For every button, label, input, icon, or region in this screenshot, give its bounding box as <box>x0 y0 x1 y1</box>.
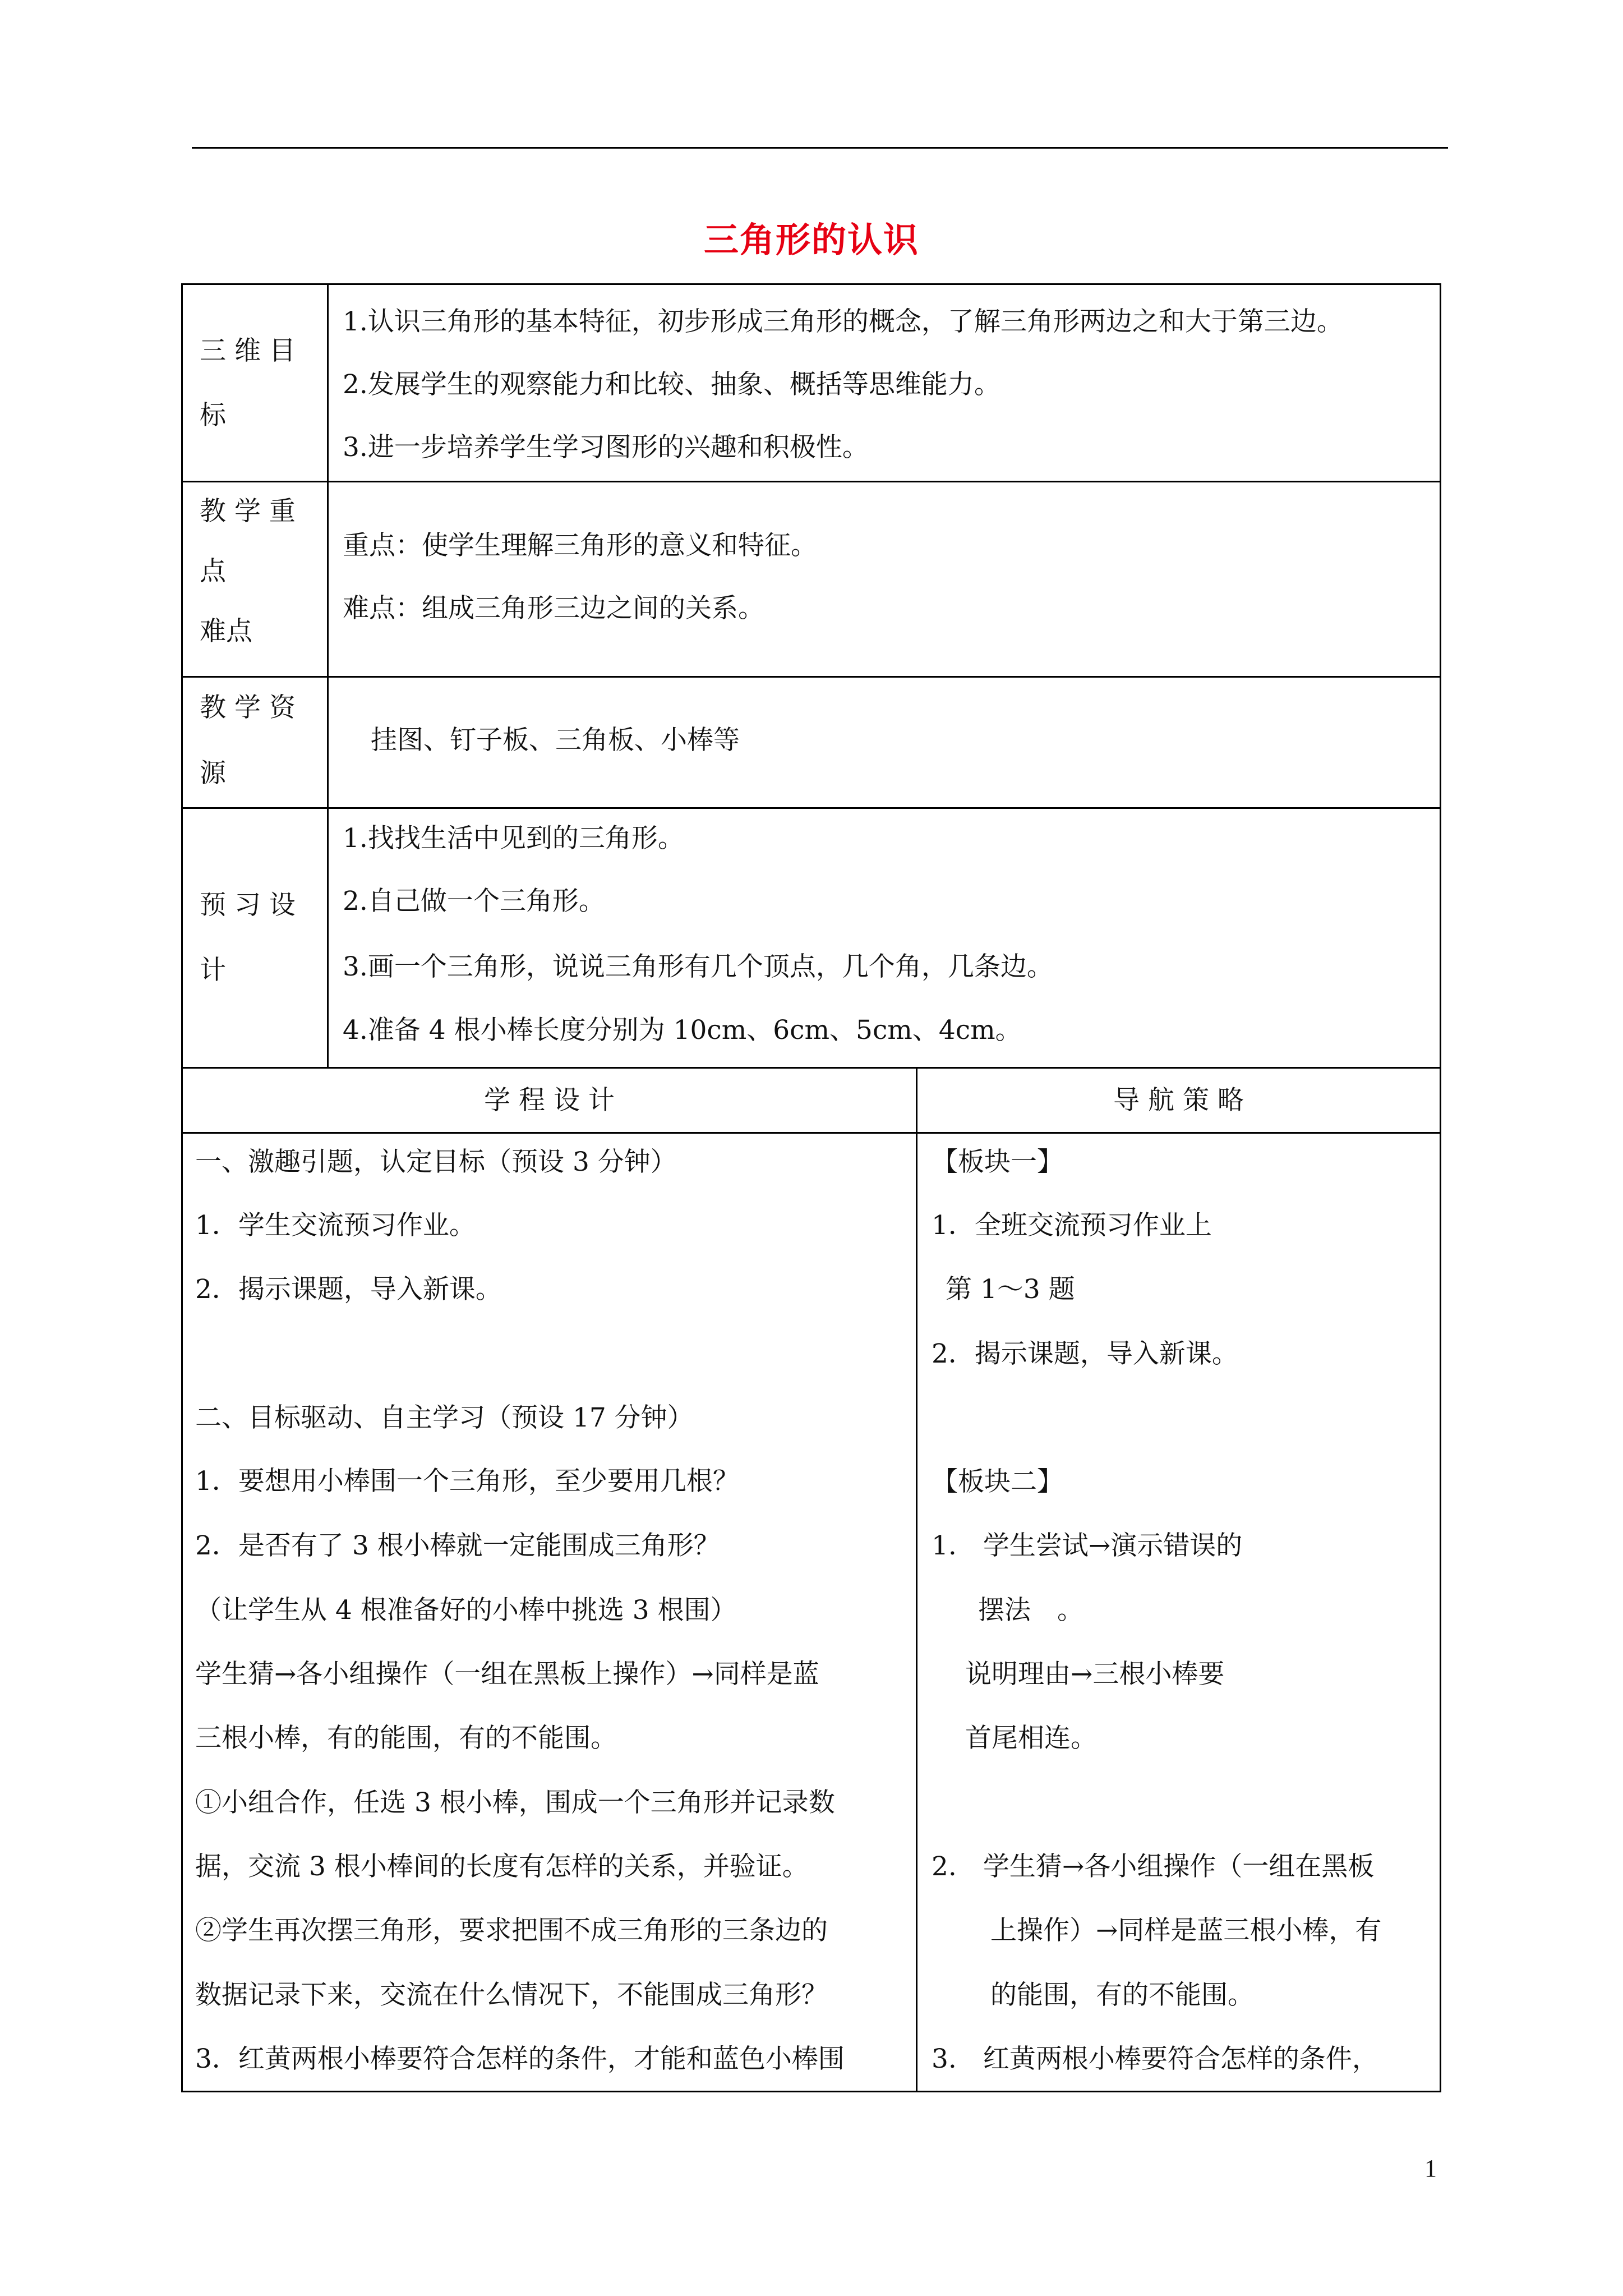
strategy-line: 1．全班交流预习作业上 <box>932 1210 1212 1241</box>
learning-process-header: 学 程 设 计 <box>484 1085 615 1116</box>
key-point-line: 难点：组成三角形三边之间的关系。 <box>343 593 764 624</box>
process-line: 据，交流 3 根小棒间的长度有怎样的关系，并验证。 <box>195 1851 809 1882</box>
navigation-strategy-header: 导 航 策 略 <box>1113 1085 1244 1116</box>
process-line: 三根小棒，有的能围，有的不能围。 <box>195 1723 617 1754</box>
strategy-line: 首尾相连。 <box>965 1723 1097 1754</box>
row-label: 难点 <box>200 616 252 647</box>
objective-line: 1.认识三角形的基本特征，初步形成三角形的概念，了解三角形两边之和大于第三边。 <box>343 306 1343 337</box>
key-point-line: 重点：使学生理解三角形的意义和特征。 <box>343 530 817 561</box>
page-title: 三角形的认识 <box>703 219 919 260</box>
row-label: 教 学 重 <box>200 496 296 527</box>
strategy-line: 2. 学生猜→各小组操作（一组在黑板 <box>932 1851 1375 1882</box>
process-line: ①小组合作，任选 3 根小棒，围成一个三角形并记录数 <box>195 1787 835 1818</box>
header-rule <box>192 147 1448 149</box>
design-column-divider <box>916 1067 917 2092</box>
process-line: 1．要想用小棒围一个三角形，至少要用几根？ <box>195 1466 739 1497</box>
process-line: 学生猜→各小组操作（一组在黑板上操作）→同样是蓝 <box>195 1659 819 1690</box>
strategy-line: 的能围，有的不能围。 <box>990 1980 1254 2010</box>
row-label: 点 <box>200 556 226 587</box>
process-line: 1．学生交流预习作业。 <box>195 1210 476 1241</box>
objective-line: 3.进一步培养学生学习图形的兴趣和积极性。 <box>343 432 869 463</box>
process-line: 二、目标驱动、自主学习（预设 17 分钟） <box>195 1402 694 1433</box>
row-divider <box>183 1132 1440 1134</box>
strategy-line: 摆法 。 <box>978 1595 1083 1626</box>
strategy-line: 【板块一】 <box>932 1147 1063 1177</box>
process-line: ②学生再次摆三角形，要求把围不成三角形的三条边的 <box>195 1915 828 1946</box>
row-label: 源 <box>200 758 226 789</box>
lesson-plan-table <box>181 283 1441 2092</box>
strategy-line: 3. 红黄两根小棒要符合怎样的条件， <box>932 2044 1378 2074</box>
row-divider <box>183 807 1440 809</box>
strategy-line: 2．揭示课题，导入新课。 <box>932 1338 1238 1369</box>
page-number: 1 <box>1424 2155 1437 2182</box>
row-divider <box>183 676 1440 678</box>
preview-line: 2.自己做一个三角形。 <box>343 886 605 917</box>
resource-line: 挂图、钉子板、三角板、小棒等 <box>371 725 740 756</box>
preview-line: 4.准备 4 根小棒长度分别为 10cm、6cm、5cm、4cm。 <box>343 1015 1022 1046</box>
process-line: 2．揭示课题，导入新课。 <box>195 1274 502 1305</box>
objective-line: 2.发展学生的观察能力和比较、抽象、概括等思维能力。 <box>343 369 1000 400</box>
strategy-line: 上操作）→同样是蓝三根小棒，有 <box>990 1915 1382 1946</box>
process-line: 一、激趣引题，认定目标（预设 3 分钟） <box>195 1147 677 1177</box>
strategy-line: 1. 学生尝试→演示错误的 <box>932 1530 1243 1561</box>
process-line: （让学生从 4 根准备好的小棒中挑选 3 根围） <box>195 1595 737 1626</box>
row-divider <box>183 481 1440 482</box>
row-label: 预 习 设 <box>200 890 296 921</box>
process-line: 3．红黄两根小棒要符合怎样的条件，才能和蓝色小棒围 <box>195 2044 845 2074</box>
preview-line: 3.画一个三角形，说说三角形有几个顶点，几个角，几条边。 <box>343 951 1053 982</box>
process-line: 2．是否有了 3 根小棒就一定能围成三角形？ <box>195 1530 720 1561</box>
row-label: 教 学 资 <box>200 692 296 723</box>
label-column-divider <box>327 285 329 1067</box>
preview-line: 1.找找生活中见到的三角形。 <box>343 823 684 854</box>
row-divider <box>183 1067 1440 1069</box>
strategy-line: 说明理由→三根小棒要 <box>965 1659 1225 1690</box>
process-line: 数据记录下来，交流在什么情况下，不能围成三角形？ <box>195 1980 828 2010</box>
strategy-line: 第 1～3 题 <box>946 1274 1075 1305</box>
row-label: 标 <box>200 400 226 431</box>
row-label: 计 <box>200 955 226 986</box>
row-label: 三 维 目 <box>200 335 296 366</box>
strategy-line: 【板块二】 <box>932 1466 1063 1497</box>
